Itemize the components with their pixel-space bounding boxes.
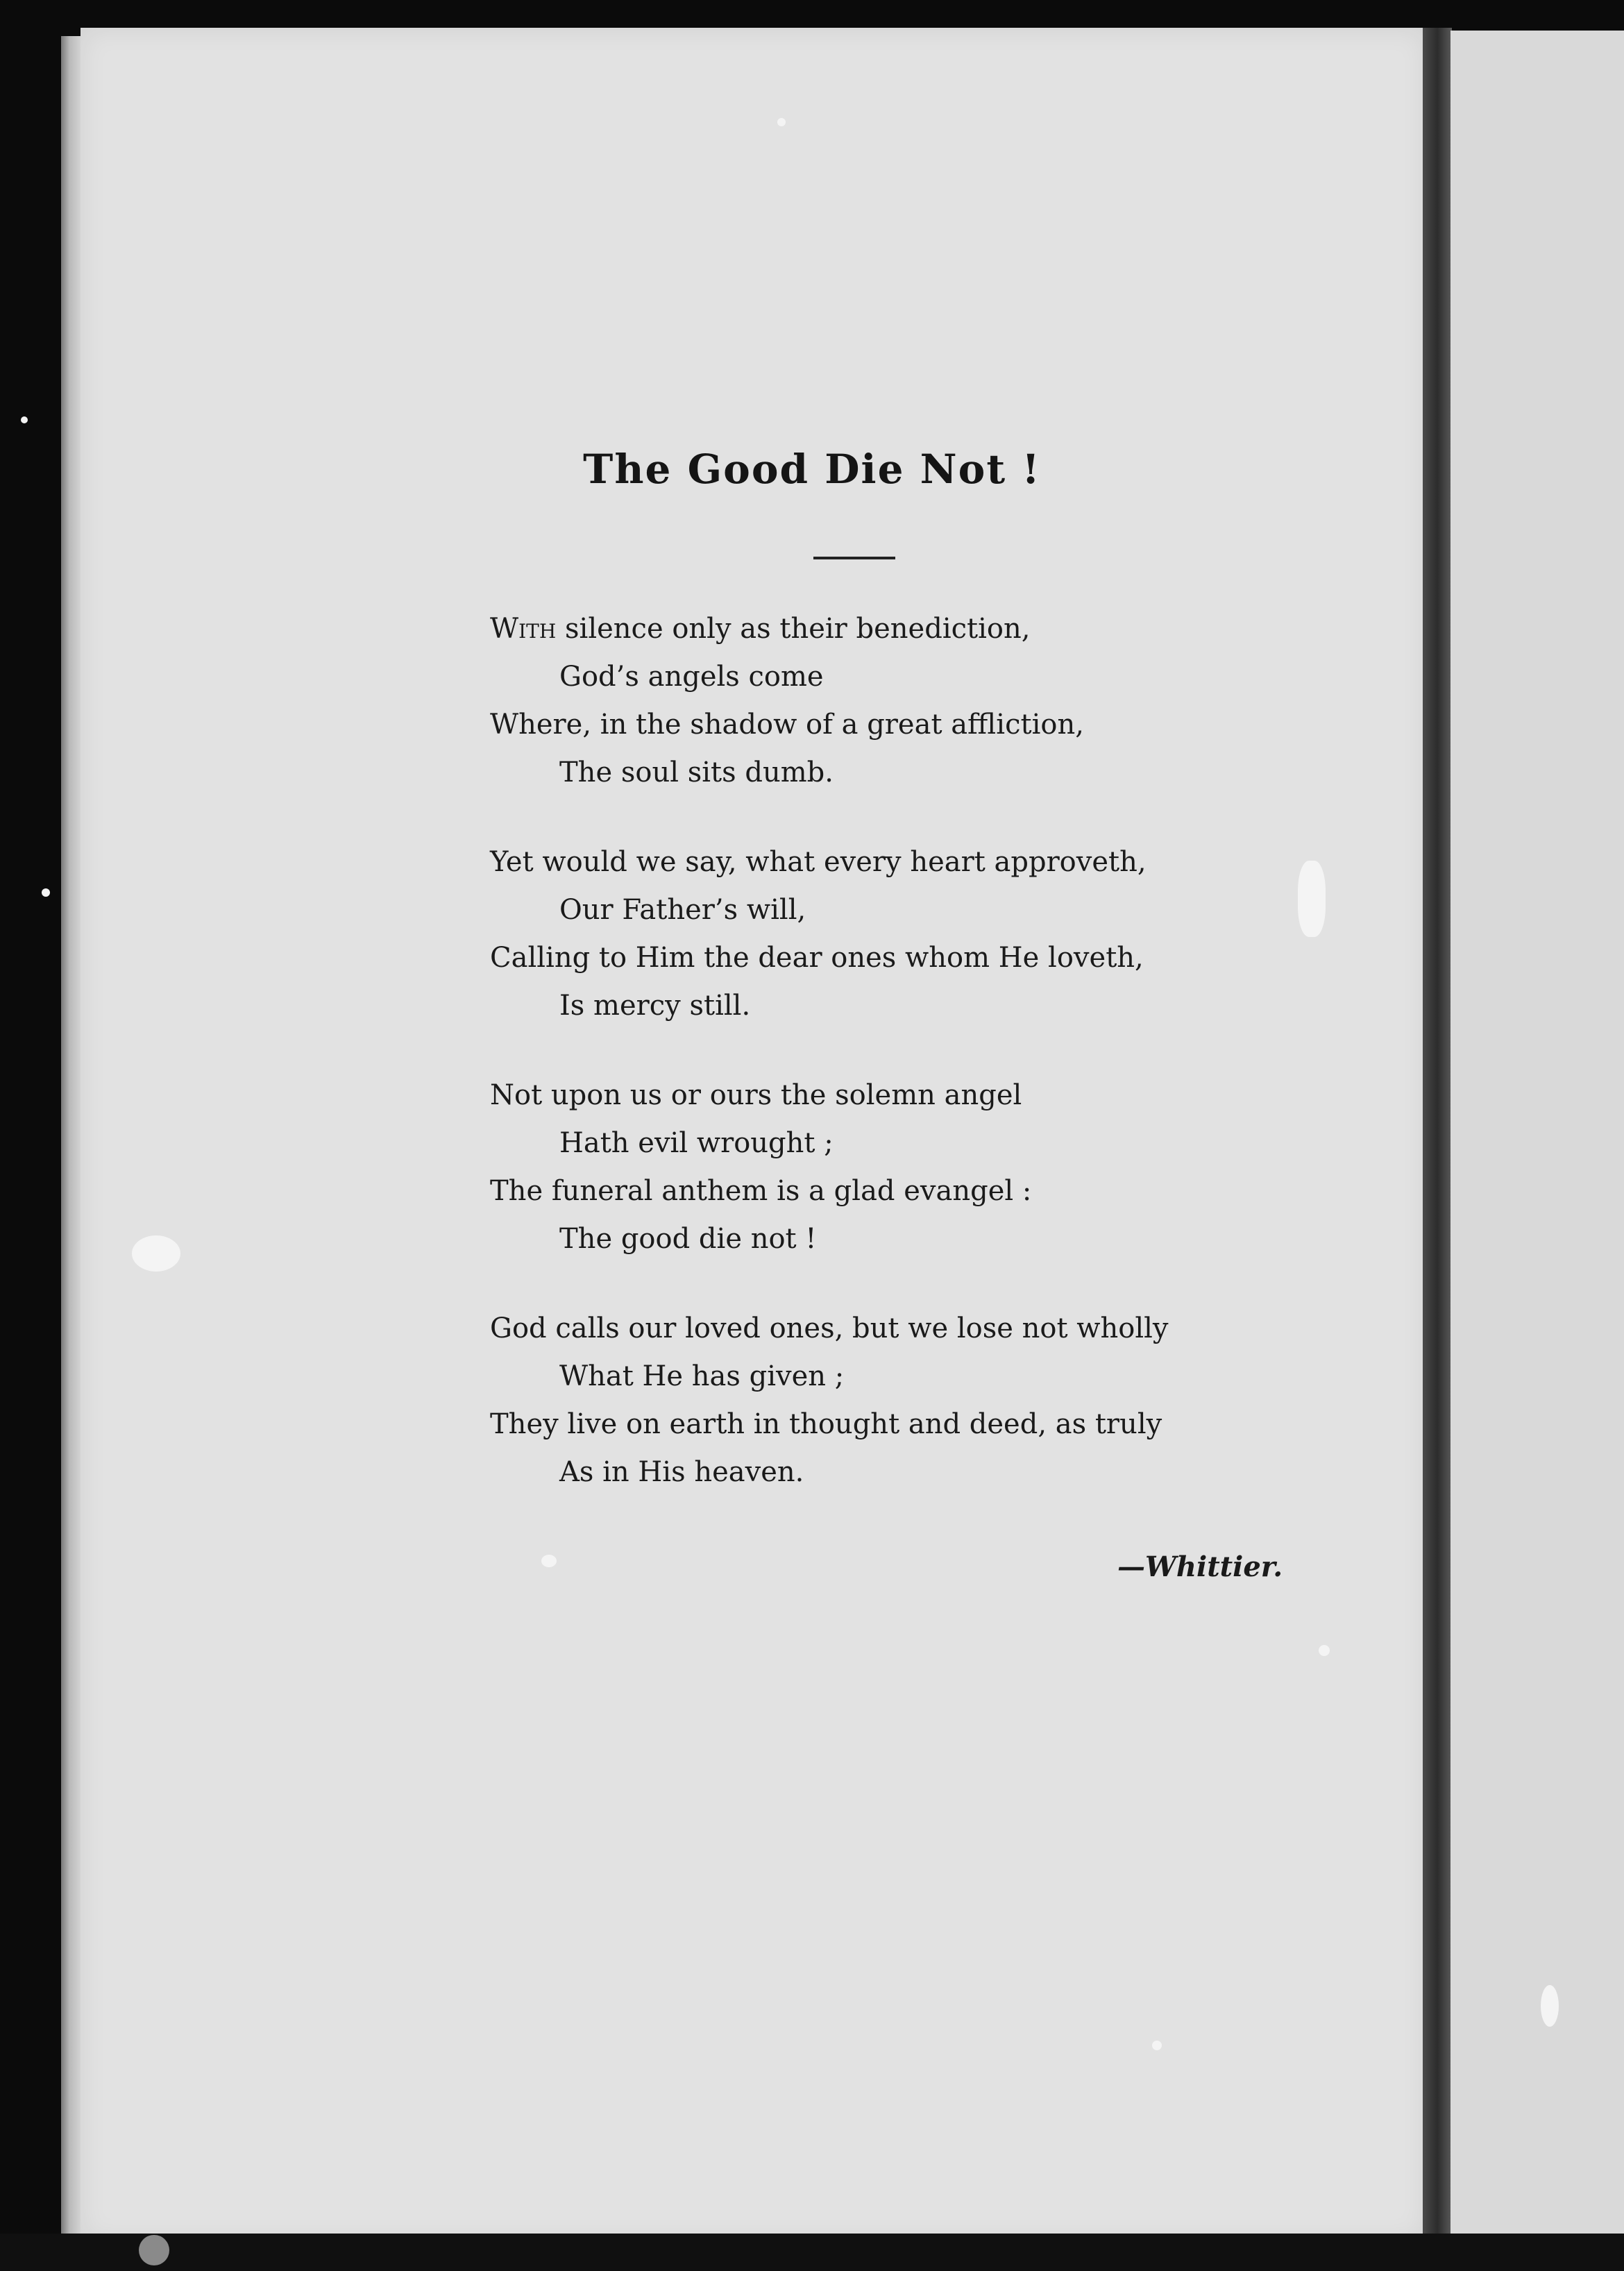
poem-line: Calling to Him the dear ones whom He loveth, <box>490 942 1144 974</box>
poem-line: The funeral anthem is a glad evangel : <box>490 1175 1032 1207</box>
book-gutter <box>1423 28 1452 2242</box>
dust-speck <box>42 888 50 897</box>
poem-line: God calls our loved ones, but we lose not wholly <box>490 1312 1169 1344</box>
poem-line: Is mercy still. <box>559 990 751 1022</box>
poem-line: The soul sits dumb. <box>559 757 834 788</box>
poem-line: Not upon us or ours the solemn angel <box>490 1079 1022 1111</box>
poem-line-text: silence only as their benediction, <box>556 613 1031 645</box>
stanza <box>490 605 1323 797</box>
dust-speck <box>1541 1985 1559 2027</box>
poem-line: They live on earth in thought and deed, as truly <box>490 1408 1162 1440</box>
dust-speck <box>132 1235 180 1272</box>
title-divider <box>813 557 895 559</box>
poem-line: The good die not ! <box>559 1223 817 1255</box>
book-binding-edge <box>61 36 82 2243</box>
stanza <box>490 1305 1323 1496</box>
poem-line: Hath evil wrought ; <box>559 1127 834 1159</box>
poem-line: Our Father’s will, <box>559 894 806 926</box>
poem-first-word: With <box>490 613 557 645</box>
poem-line <box>490 605 1323 653</box>
stanza <box>490 1072 1323 1263</box>
stanza <box>490 838 1323 1030</box>
poem-title: The Good Die Not ! <box>583 446 1041 493</box>
scan-border <box>0 2234 1624 2271</box>
poem-body <box>490 605 1323 1538</box>
poem-line: What He has given ; <box>559 1360 845 1392</box>
dust-speck <box>1152 2041 1162 2050</box>
poem-line: Where, in the shadow of a great affliction, <box>490 709 1084 741</box>
poem-line: God’s angels come <box>559 661 824 693</box>
dust-speck <box>541 1555 557 1567</box>
poem-line: As in His heaven. <box>559 1456 804 1488</box>
dust-speck <box>139 2235 169 2265</box>
facing-page-edge <box>1450 31 1624 2238</box>
poem-line: Yet would we say, what every heart approveth, <box>490 846 1147 878</box>
poem-attribution: —Whittier. <box>1117 1551 1283 1583</box>
dust-speck <box>1319 1645 1330 1656</box>
dust-speck <box>21 416 28 423</box>
dust-speck <box>777 118 786 126</box>
